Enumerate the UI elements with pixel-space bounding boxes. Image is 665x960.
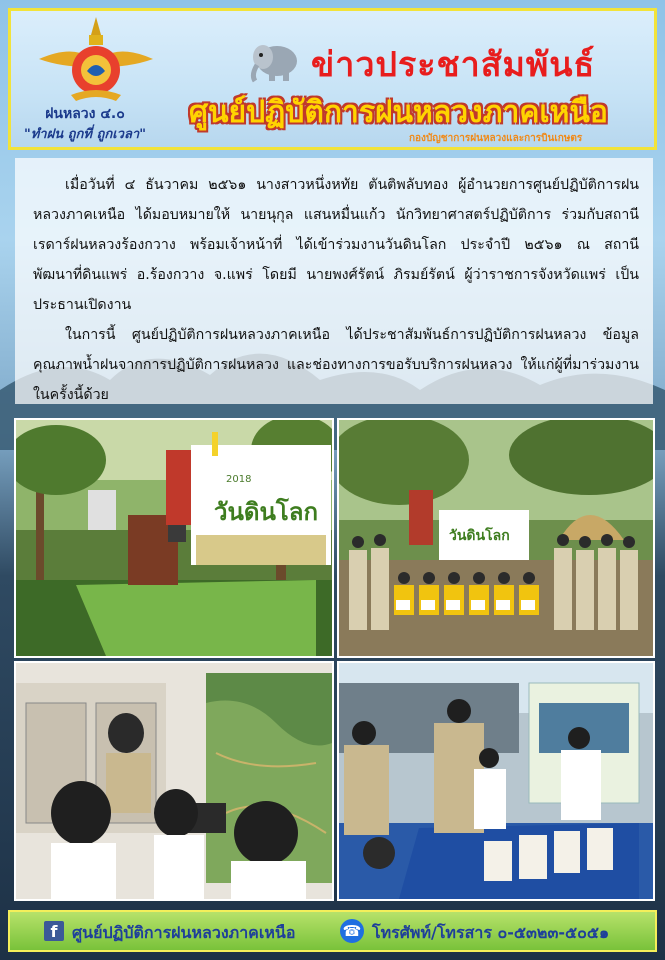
banner-title-2: วันดินโลก (449, 528, 510, 544)
news-paragraph-1: เมื่อวันที่ ๔ ธันวาคม ๒๕๖๑ นางสาวหนึ่งหทัย ตันติพลับทอง ผู้อำนวยการศูนย์ปฏิบัติการฝนหลวงภาคเหนือ ได้มอบหมายให้ นายนุกุล แสนหมื่นแก้ว นักวิทยาศาสตร์ปฏิบัติการ ร่วมกับสถานีเรดาร์ฝนหลวงร้องกวาง พร้อมเจ้าหน้าที่ ได้เข้าร่วมงานวันดินโลก ประจำปี ๒๕๖๑ ณ สถานีพัฒนาที่ดินแพร่ อ.ร้องกวาง จ.แพร่ โดยมี นายพงศ์รัตน์ ภิรมย์รัตน์ ผู้ว่าราชการจังหวัดแพร่ เป็นประธานเปิดงาน (33, 177, 639, 313)
royal-rainmaking-emblem-icon (31, 15, 161, 103)
header-banner (8, 8, 657, 150)
phone-fax-label: โทรศัพท์/โทรสาร ๐-๕๓๒๓-๕๐๕๑ (372, 923, 610, 942)
phone-icon: ☎ (340, 919, 364, 943)
page-title: ข่าวประชาสัมพันธ์ (311, 45, 596, 85)
photo-opening-speech (14, 418, 334, 658)
banner-year: 2018 (226, 474, 252, 485)
facebook-icon[interactable]: f (44, 921, 64, 941)
center-name-title: ศูนย์ปฏิบัติการฝนหลวงภาคเหนือ (189, 95, 608, 130)
photo-group (337, 418, 655, 658)
department-name: กองบัญชาการฝนหลวงและการบินเกษตร (409, 133, 583, 144)
emblem-caption: ฝนหลวง ๔.๐ (45, 106, 125, 122)
news-paragraph-2: ในการนี้ ศูนย์ปฏิบัติการฝนหลวงภาคเหนือ ได้ประชาสัมพันธ์การปฏิบัติการฝนหลวง ข้อมูลคุณภาพน้ำฝนจากการปฏิบัติการฝนหลวง และช่องทางการขอรับบริการฝนหลวง ให้แก่ผู้ที่มาร่วมงานในครั้งนี้ด้วย (33, 327, 639, 403)
footer-bar (8, 910, 657, 952)
news-text-panel (15, 158, 653, 404)
emblem-slogan: "ทำฝน ถูกที่ ถูกเวลา" (23, 127, 147, 142)
photo-rainwater-samples (337, 661, 655, 901)
photo-map-display (14, 661, 334, 901)
elephant-mascot-icon (245, 37, 305, 87)
banner-title: วันดินโลก (214, 498, 319, 526)
facebook-page-label[interactable]: ศูนย์ปฏิบัติการฝนหลวงภาคเหนือ (72, 923, 296, 942)
